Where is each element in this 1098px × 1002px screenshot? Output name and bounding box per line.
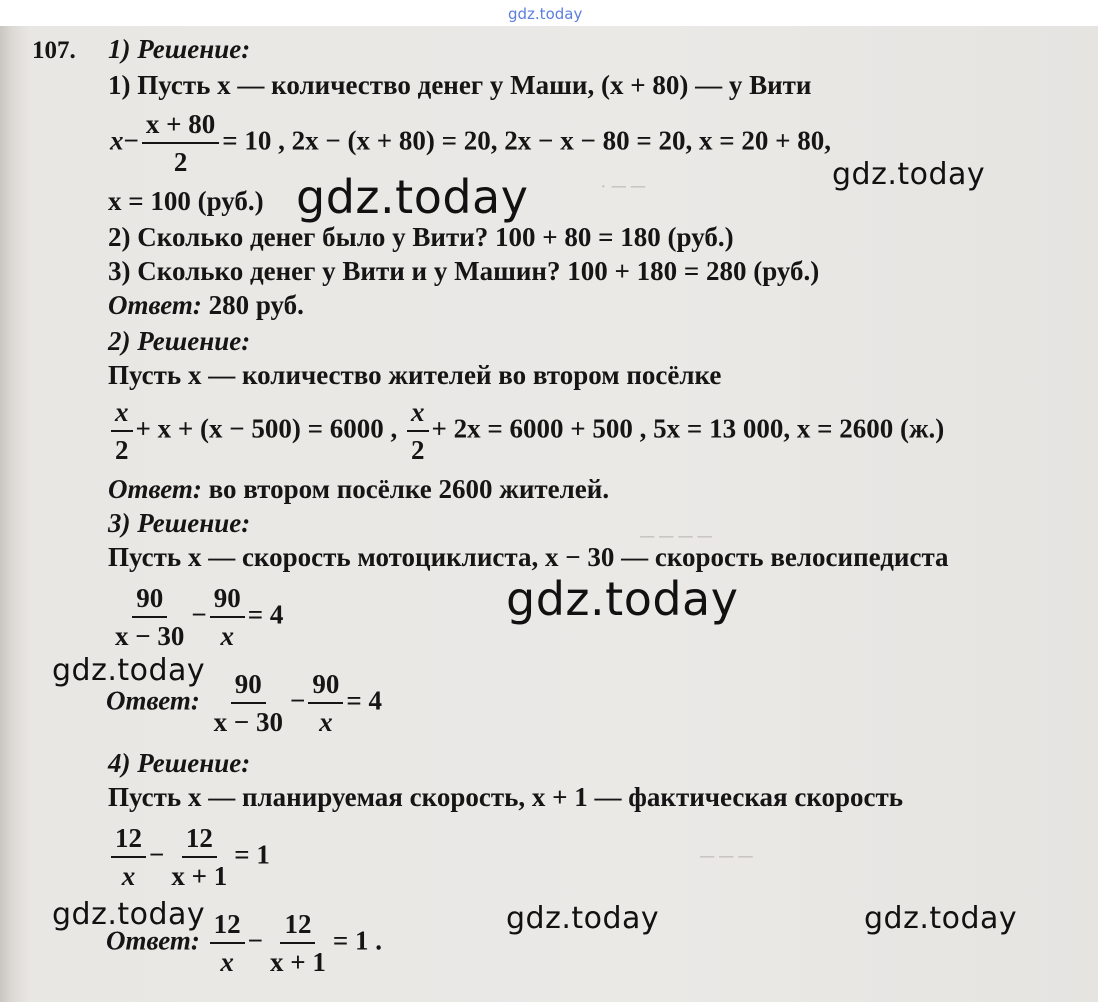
part4-text: Пусть x — планируемая скорость, x + 1 — фактическая скорость <box>108 782 904 812</box>
watermark: gdz.today <box>832 157 986 192</box>
eq-rest: = 4 <box>247 599 284 630</box>
fraction <box>210 910 245 977</box>
part1-step3: 3) Сколько денег у Вити и у Машин? 100 + 180 = 280 (руб.) <box>108 256 820 286</box>
fraction-numerator: 90 <box>132 584 167 618</box>
fraction-numerator: 12 <box>182 824 217 858</box>
eq-rest: = 1 <box>234 839 270 870</box>
eq-minus: − <box>247 925 263 956</box>
answer-label: Ответ: <box>106 685 200 716</box>
fraction-numerator: x + 80 <box>142 110 219 144</box>
fraction <box>142 110 219 177</box>
fraction <box>167 824 231 891</box>
fraction <box>407 398 429 465</box>
fraction-numerator: x <box>407 398 429 432</box>
part4-heading: 4) Решение: <box>108 748 251 778</box>
fraction-numerator: x <box>111 398 133 432</box>
fraction-denominator: x + 1 <box>270 947 326 978</box>
fraction <box>111 398 133 465</box>
fraction-denominator: x <box>121 861 136 892</box>
eq-minus: − <box>290 685 306 716</box>
fraction-denominator: x <box>319 707 333 738</box>
fraction-numerator: 90 <box>308 670 343 704</box>
watermark: gdz.today <box>52 897 206 932</box>
fraction <box>210 584 245 651</box>
part1-answer <box>108 292 304 319</box>
fraction-numerator: 12 <box>210 910 245 944</box>
answer-text: 280 руб. <box>208 290 304 320</box>
part3-equation <box>108 584 283 651</box>
part4-equation <box>108 824 270 891</box>
fraction <box>210 670 287 737</box>
eq-minus: − <box>191 599 207 630</box>
answer-text: во втором посёлке 2600 жителей. <box>208 474 610 504</box>
watermark: gdz.today <box>52 653 206 688</box>
answer-label: Ответ: <box>108 290 202 320</box>
fraction <box>111 824 146 891</box>
part2-text: Пусть x — количество жителей во втором посёлке <box>108 360 722 390</box>
fraction-numerator: 90 <box>210 584 245 618</box>
problem-number: 107. <box>32 37 76 64</box>
fraction-numerator: 12 <box>111 824 146 858</box>
fraction-denominator: x <box>220 947 234 978</box>
bleed-through-mark: ─ ─ ─ ─ <box>640 526 712 548</box>
part1-equation <box>110 110 831 177</box>
watermark: gdz.today <box>864 901 1018 936</box>
part2-heading: 2) Решение: <box>108 326 251 356</box>
fraction-denominator: x − 30 <box>213 707 283 738</box>
watermark: gdz.today <box>506 901 660 936</box>
fraction <box>266 910 330 977</box>
fraction <box>308 670 343 737</box>
part3-text: Пусть x — скорость мотоциклиста, x − 30 — скорость велосипедиста <box>108 542 949 572</box>
eq-middle: + x + (x − 500) = 6000 , <box>135 413 398 444</box>
part2-answer <box>108 476 609 503</box>
bleed-through-mark: · ─ ─ <box>600 176 645 198</box>
eq-rest: + 2x = 6000 + 500 , 5x = 13 000, x = 2600 (ж.) <box>431 413 945 444</box>
fraction-denominator: 2 <box>411 435 425 466</box>
fraction-denominator: 2 <box>115 435 129 466</box>
eq-minus: − <box>123 125 139 156</box>
fraction-denominator: 2 <box>173 147 188 178</box>
fraction-numerator: 12 <box>280 910 315 944</box>
eq-rest: = 4 <box>346 685 383 716</box>
fraction <box>111 584 188 651</box>
eq-rest: = 10 , 2x − (x + 80) = 20, 2x − x − 80 = 20, x = 20 + 80, <box>222 125 831 156</box>
watermark: gdz.today <box>296 170 529 224</box>
part1-step1: 1) Пусть x — количество денег у Маши, (x + 80) — у Вити <box>108 70 812 100</box>
part1-heading: 1) Решение: <box>108 34 251 64</box>
fraction-denominator: x − 30 <box>115 621 185 652</box>
fraction-denominator: x + 1 <box>171 861 228 892</box>
part3-heading: 3) Решение: <box>108 508 251 538</box>
top-watermark: gdz.today <box>508 5 583 23</box>
answer-label: Ответ: <box>108 474 202 504</box>
fraction-numerator: 90 <box>231 670 266 704</box>
part1-result: x = 100 (руб.) <box>108 186 264 216</box>
watermark: gdz.today <box>506 572 739 626</box>
eq-minus: − <box>149 839 165 870</box>
fraction-denominator: x <box>220 621 235 652</box>
answer-rest: = 1 . <box>332 925 383 956</box>
part2-equation <box>108 398 944 465</box>
bleed-through-mark: ─ ─ ─ <box>700 846 753 868</box>
answer-label: Ответ: <box>106 925 200 956</box>
eq-variable: x <box>110 125 124 156</box>
part1-step2: 2) Сколько денег было у Вити? 100 + 80 = 180 (руб.) <box>108 222 734 252</box>
